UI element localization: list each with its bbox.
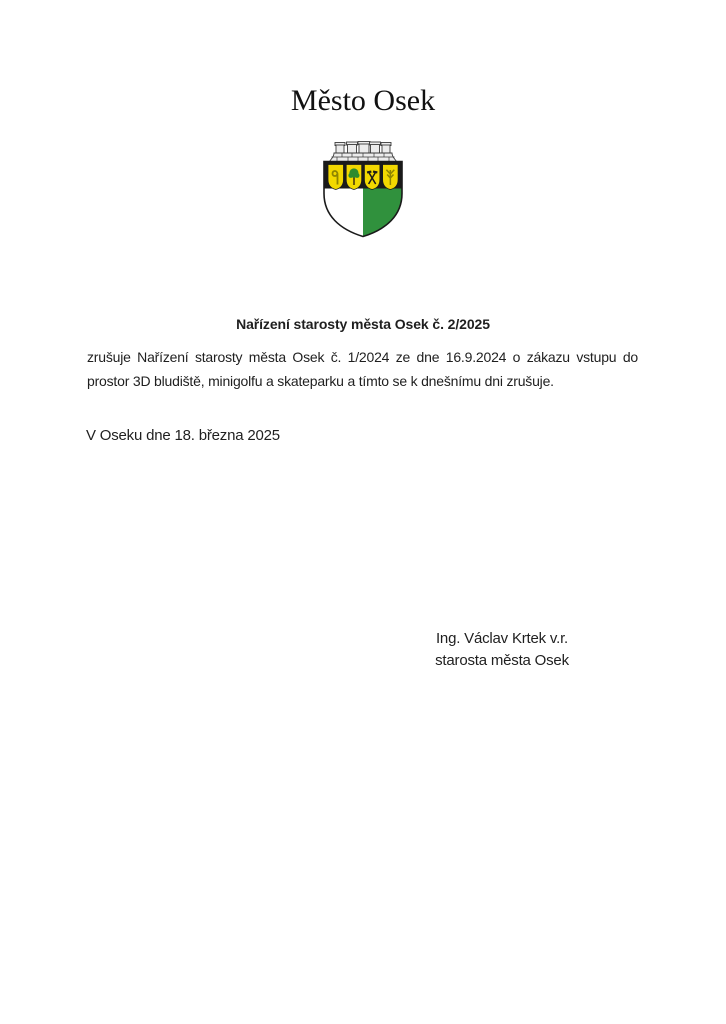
body-line-2: prostor 3D bludiště, minigolfu a skateparku a tímto se k dnešnímu dni zrušuje. [87,373,554,389]
signatory-role: starosta města Osek [435,652,569,669]
escutcheon-crozier [328,165,344,190]
shield [324,162,402,237]
coat-of-arms-svg [322,141,404,239]
decree-body [87,345,638,393]
decree-heading: Nařízení starosty města Osek č. 2/2025 [236,316,490,332]
date-line: V Oseku dne 18. března 2025 [86,427,280,444]
mural-crown [330,142,397,162]
body-line-1: zrušuje Nařízení starosty města Osek č. 1/2024 ze dne 16.9.2024 o zákazu vstupu do [87,349,638,365]
escutcheon-mining-hammers [364,165,380,190]
escutcheon-plant [383,165,399,190]
signature-block [414,628,590,672]
page-title: Město Osek [290,84,436,117]
coat-of-arms-icon [322,141,404,239]
escutcheon-tree [346,165,362,190]
signatory-name: Ing. Václav Krtek v.r. [435,630,569,647]
